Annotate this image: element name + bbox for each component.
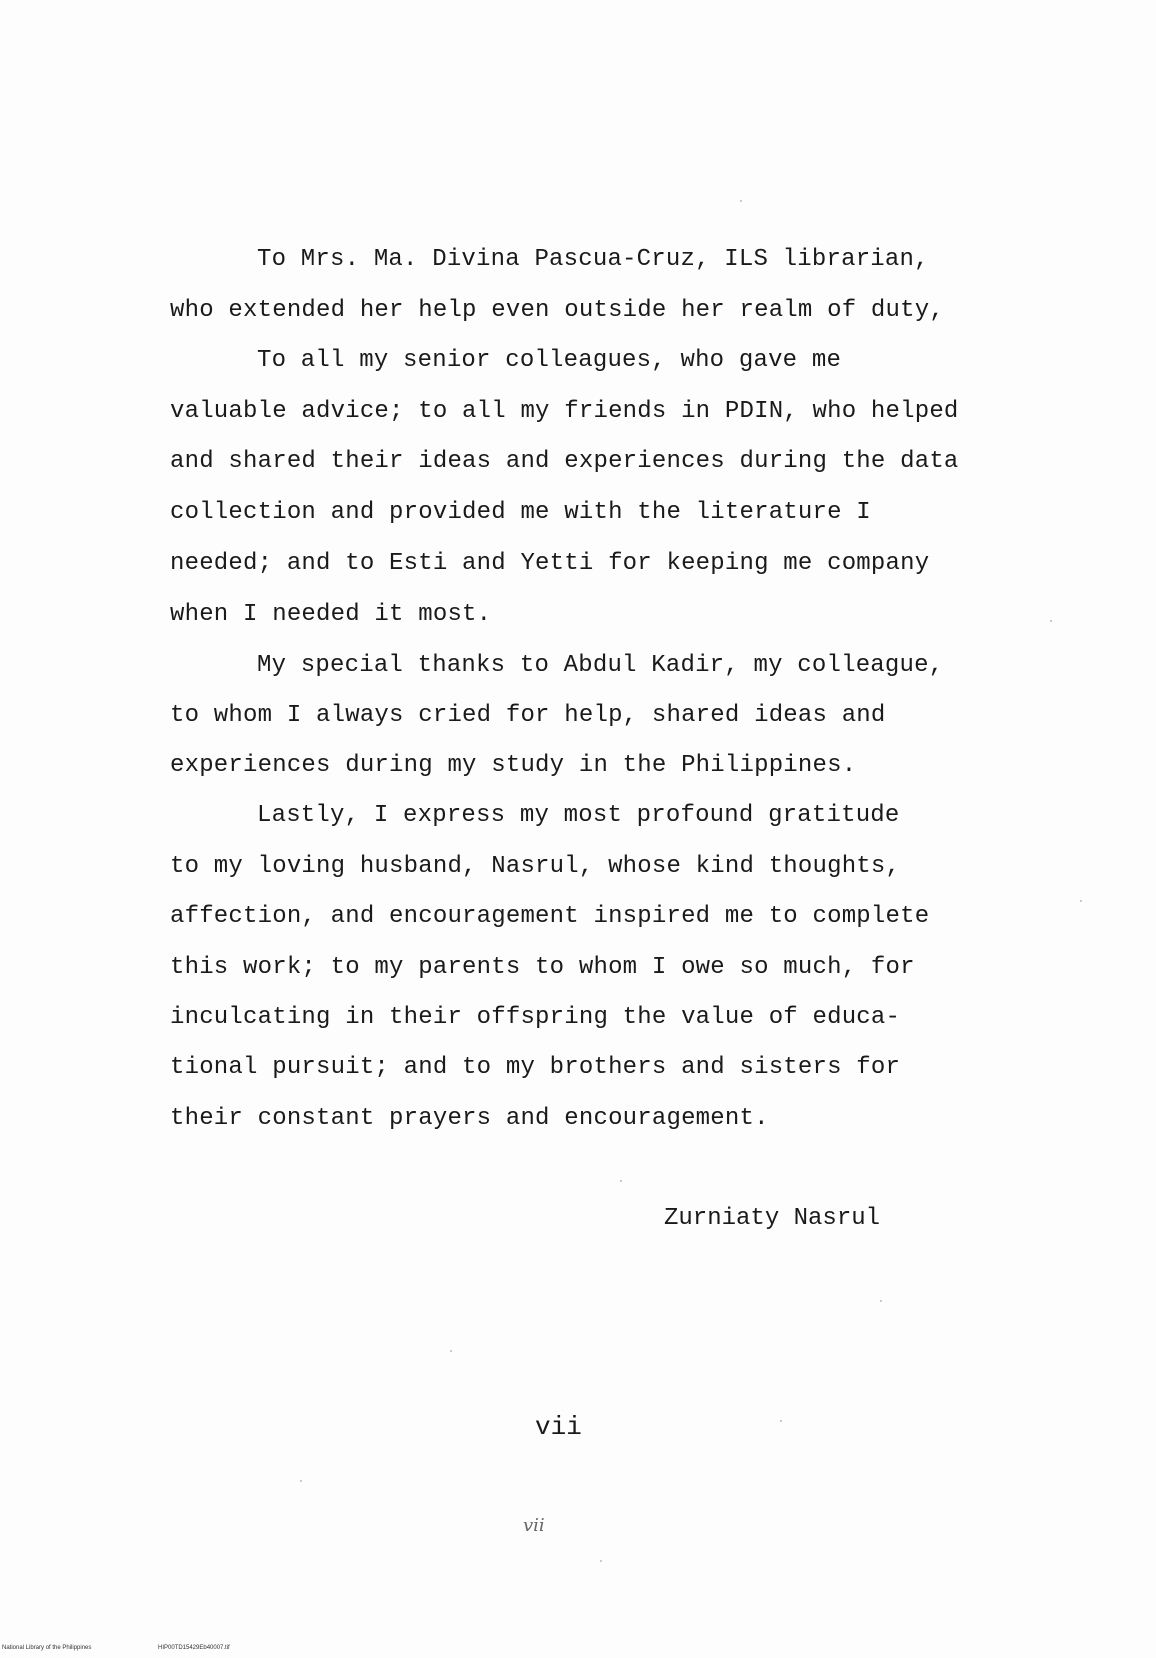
- footer-file-id: HIP00TD15429Eb40007.tif: [158, 1645, 230, 1651]
- text-line: when I needed it most.: [170, 601, 492, 628]
- scan-speck: [300, 1480, 302, 1482]
- scan-speck: [780, 1420, 782, 1422]
- signature: Zurniaty Nasrul: [664, 1205, 881, 1232]
- scan-speck: [600, 1560, 602, 1562]
- text-line: experiences during my study in the Philippines.: [170, 752, 857, 779]
- text-line: To all my senior colleagues, who gave me: [257, 347, 842, 374]
- text-line: to whom I always cried for help, shared ideas and: [170, 702, 886, 729]
- text-line: affection, and encouragement inspired me to complete: [170, 903, 930, 930]
- scan-speck: [620, 1180, 622, 1182]
- text-line: to my loving husband, Nasrul, whose kind thoughts,: [170, 853, 901, 880]
- text-line: their constant prayers and encouragement.: [170, 1105, 769, 1132]
- text-line: inculcating in their offspring the value of educa-: [170, 1004, 901, 1031]
- scan-speck: [1080, 900, 1082, 902]
- text-line: valuable advice; to all my friends in PDIN, who helped: [170, 398, 959, 425]
- text-line: collection and provided me with the literature I: [170, 499, 871, 526]
- page-number: vii: [535, 1412, 582, 1442]
- text-line: tional pursuit; and to my brothers and sisters for: [170, 1054, 901, 1081]
- scan-speck: [880, 1300, 882, 1302]
- scan-speck: [1050, 620, 1052, 622]
- scan-speck: [450, 1350, 452, 1352]
- text-line: To Mrs. Ma. Divina Pascua-Cruz, ILS librarian,: [257, 246, 929, 273]
- handwritten-page-number: vii: [523, 1515, 545, 1536]
- text-line: and shared their ideas and experiences during the data: [170, 448, 959, 475]
- text-line: this work; to my parents to whom I owe so much, for: [170, 954, 915, 981]
- footer-library-label: National Library of the Philippines: [2, 1645, 92, 1651]
- text-line: Lastly, I express my most profound gratitude: [257, 802, 900, 829]
- text-line: My special thanks to Abdul Kadir, my colleague,: [257, 652, 944, 679]
- text-line: who extended her help even outside her realm of duty,: [170, 297, 944, 324]
- scan-speck: [740, 200, 742, 202]
- text-line: needed; and to Esti and Yetti for keeping me company: [170, 550, 930, 577]
